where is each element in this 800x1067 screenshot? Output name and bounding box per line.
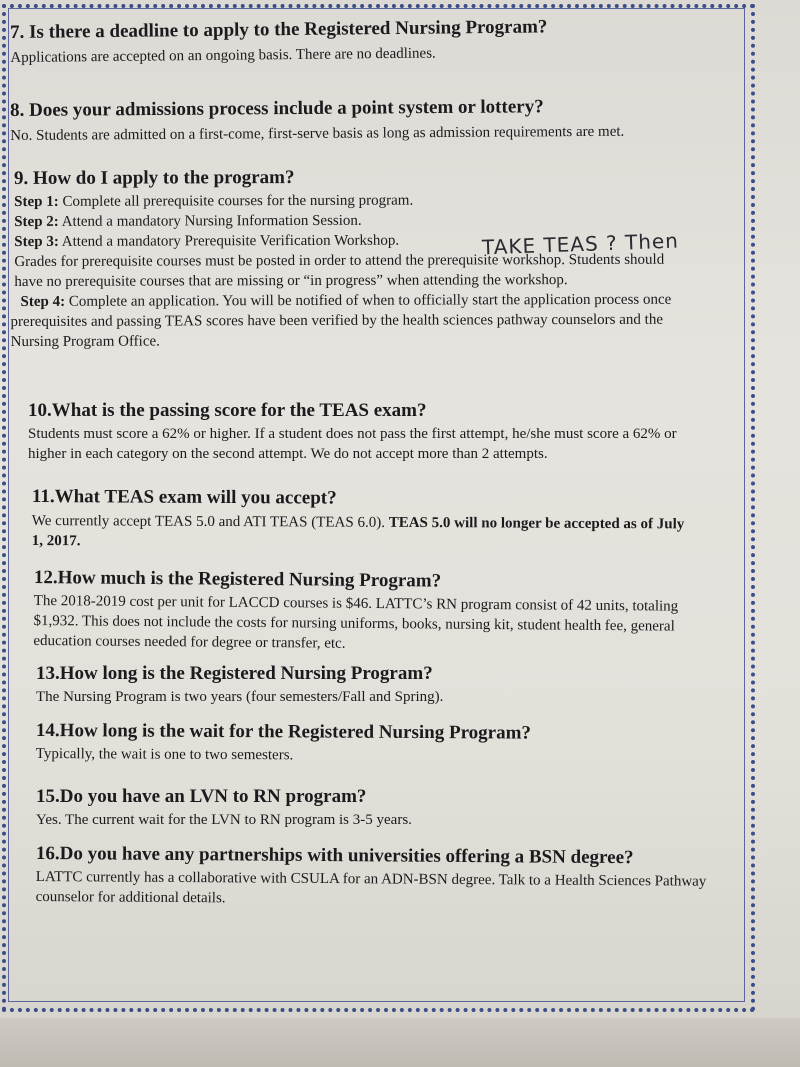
answer-line: higher in each category on the second attempt. We do not accept more than 2 attempts. xyxy=(28,446,548,462)
question-title: 12.How much is the Registered Nursing Program? xyxy=(33,567,442,592)
question-answer xyxy=(33,591,678,657)
answer-text: We currently accept TEAS 5.0 and ATI TEAS (TEAS 6.0). xyxy=(31,512,389,531)
step-2 xyxy=(14,210,671,232)
step-label: Step 1: xyxy=(14,193,59,210)
answer-line: $1,932. This does not include the costs for nursing uniforms, books, nursing kit, student health fee, general xyxy=(33,612,675,635)
question-answer: The Nursing Program is two years (four semesters/Fall and Spring). xyxy=(36,689,444,705)
question-answer: Applications are accepted on an ongoing basis. There are no deadlines. xyxy=(10,45,436,66)
question-title: 16.Do you have any partnerships with universities offering a BSN degree? xyxy=(35,843,634,869)
faq-item-14 xyxy=(36,720,531,767)
answer-bold-text: 1, 2017. xyxy=(31,532,81,550)
answer-line: LATTC currently has a collaborative with CSULA for an ADN-BSN degree. Talk to a Health Sciences Pathway xyxy=(35,868,707,890)
step-label: Step 3: xyxy=(14,233,59,250)
question-title: 15.Do you have an LVN to RN program? xyxy=(36,786,367,807)
question-answer xyxy=(36,867,707,912)
answer-line: Students must score a 62% or higher. If a student does not pass the first attempt, he/she must score a 62% or xyxy=(28,426,677,442)
faq-item-16 xyxy=(36,843,707,912)
step-3-detail-line: have no prerequisite courses that are missing or “in progress” when attending the workshop. xyxy=(14,272,568,290)
question-title: 11.What TEAS exam will you accept? xyxy=(31,486,337,509)
question-title: 9. How do I apply to the program? xyxy=(14,167,295,189)
question-answer xyxy=(28,424,677,464)
question-answer: Typically, the wait is one to two semesters. xyxy=(35,745,294,764)
question-answer xyxy=(10,190,672,352)
question-answer: No. Students are admitted on a first-come, first-serve basis as long as admission requirements are met. xyxy=(10,123,625,144)
step-4 xyxy=(20,290,671,312)
faq-item-8 xyxy=(10,96,624,146)
faq-item-7 xyxy=(10,16,548,68)
answer-bold-text: TEAS 5.0 will no longer be accepted as of July xyxy=(388,514,685,533)
step-4-line: Nursing Program Office. xyxy=(10,333,160,351)
question-answer xyxy=(32,511,685,554)
question-title: 7. Is there a deadline to apply to the Registered Nursing Program? xyxy=(10,16,548,43)
step-label: Step 2: xyxy=(14,213,59,230)
step-text: Complete an application. You will be notified of when to officially start the application process once xyxy=(65,291,672,310)
question-title: 8. Does your admissions process include a point system or lottery? xyxy=(10,96,544,121)
faq-item-13 xyxy=(36,663,443,707)
handwritten-note: TAKE TEAS ? Then xyxy=(481,228,680,260)
question-title: 14.How long is the wait for the Registered Nursing Program? xyxy=(35,720,532,744)
step-1 xyxy=(14,190,671,212)
answer-line: counselor for additional details. xyxy=(35,888,226,907)
step-text: Attend a mandatory Nursing Information Session. xyxy=(58,212,362,230)
step-text: Attend a mandatory Prerequisite Verification Workshop. xyxy=(58,232,400,250)
question-answer: Yes. The current wait for the LVN to RN program is 3-5 years. xyxy=(36,812,412,828)
step-3-detail-line: Grades for prerequisite courses must be posted in order to attend the prerequisite workshop. Students should xyxy=(14,251,665,270)
question-title: 10.What is the passing score for the TEAS exam? xyxy=(28,400,427,421)
faq-item-12 xyxy=(33,567,678,657)
step-label: Step 4: xyxy=(20,293,66,310)
faq-item-10 xyxy=(28,400,677,464)
faq-item-9 xyxy=(10,166,672,352)
faq-item-11 xyxy=(32,486,685,554)
answer-line: education courses needed for degree or transfer, etc. xyxy=(33,632,346,652)
faq-item-15 xyxy=(36,786,412,830)
step-text: Complete all prerequisite courses for the nursing program. xyxy=(58,192,414,210)
answer-line: The 2018-2019 cost per unit for LACCD courses is $46. LATTC’s RN program consist of 42 units, totaling xyxy=(33,592,679,615)
step-4-line: prerequisites and passing TEAS scores have been verified by the health sciences pathway counselors and the xyxy=(10,311,663,331)
question-title: 13.How long is the Registered Nursing Program? xyxy=(36,663,433,684)
